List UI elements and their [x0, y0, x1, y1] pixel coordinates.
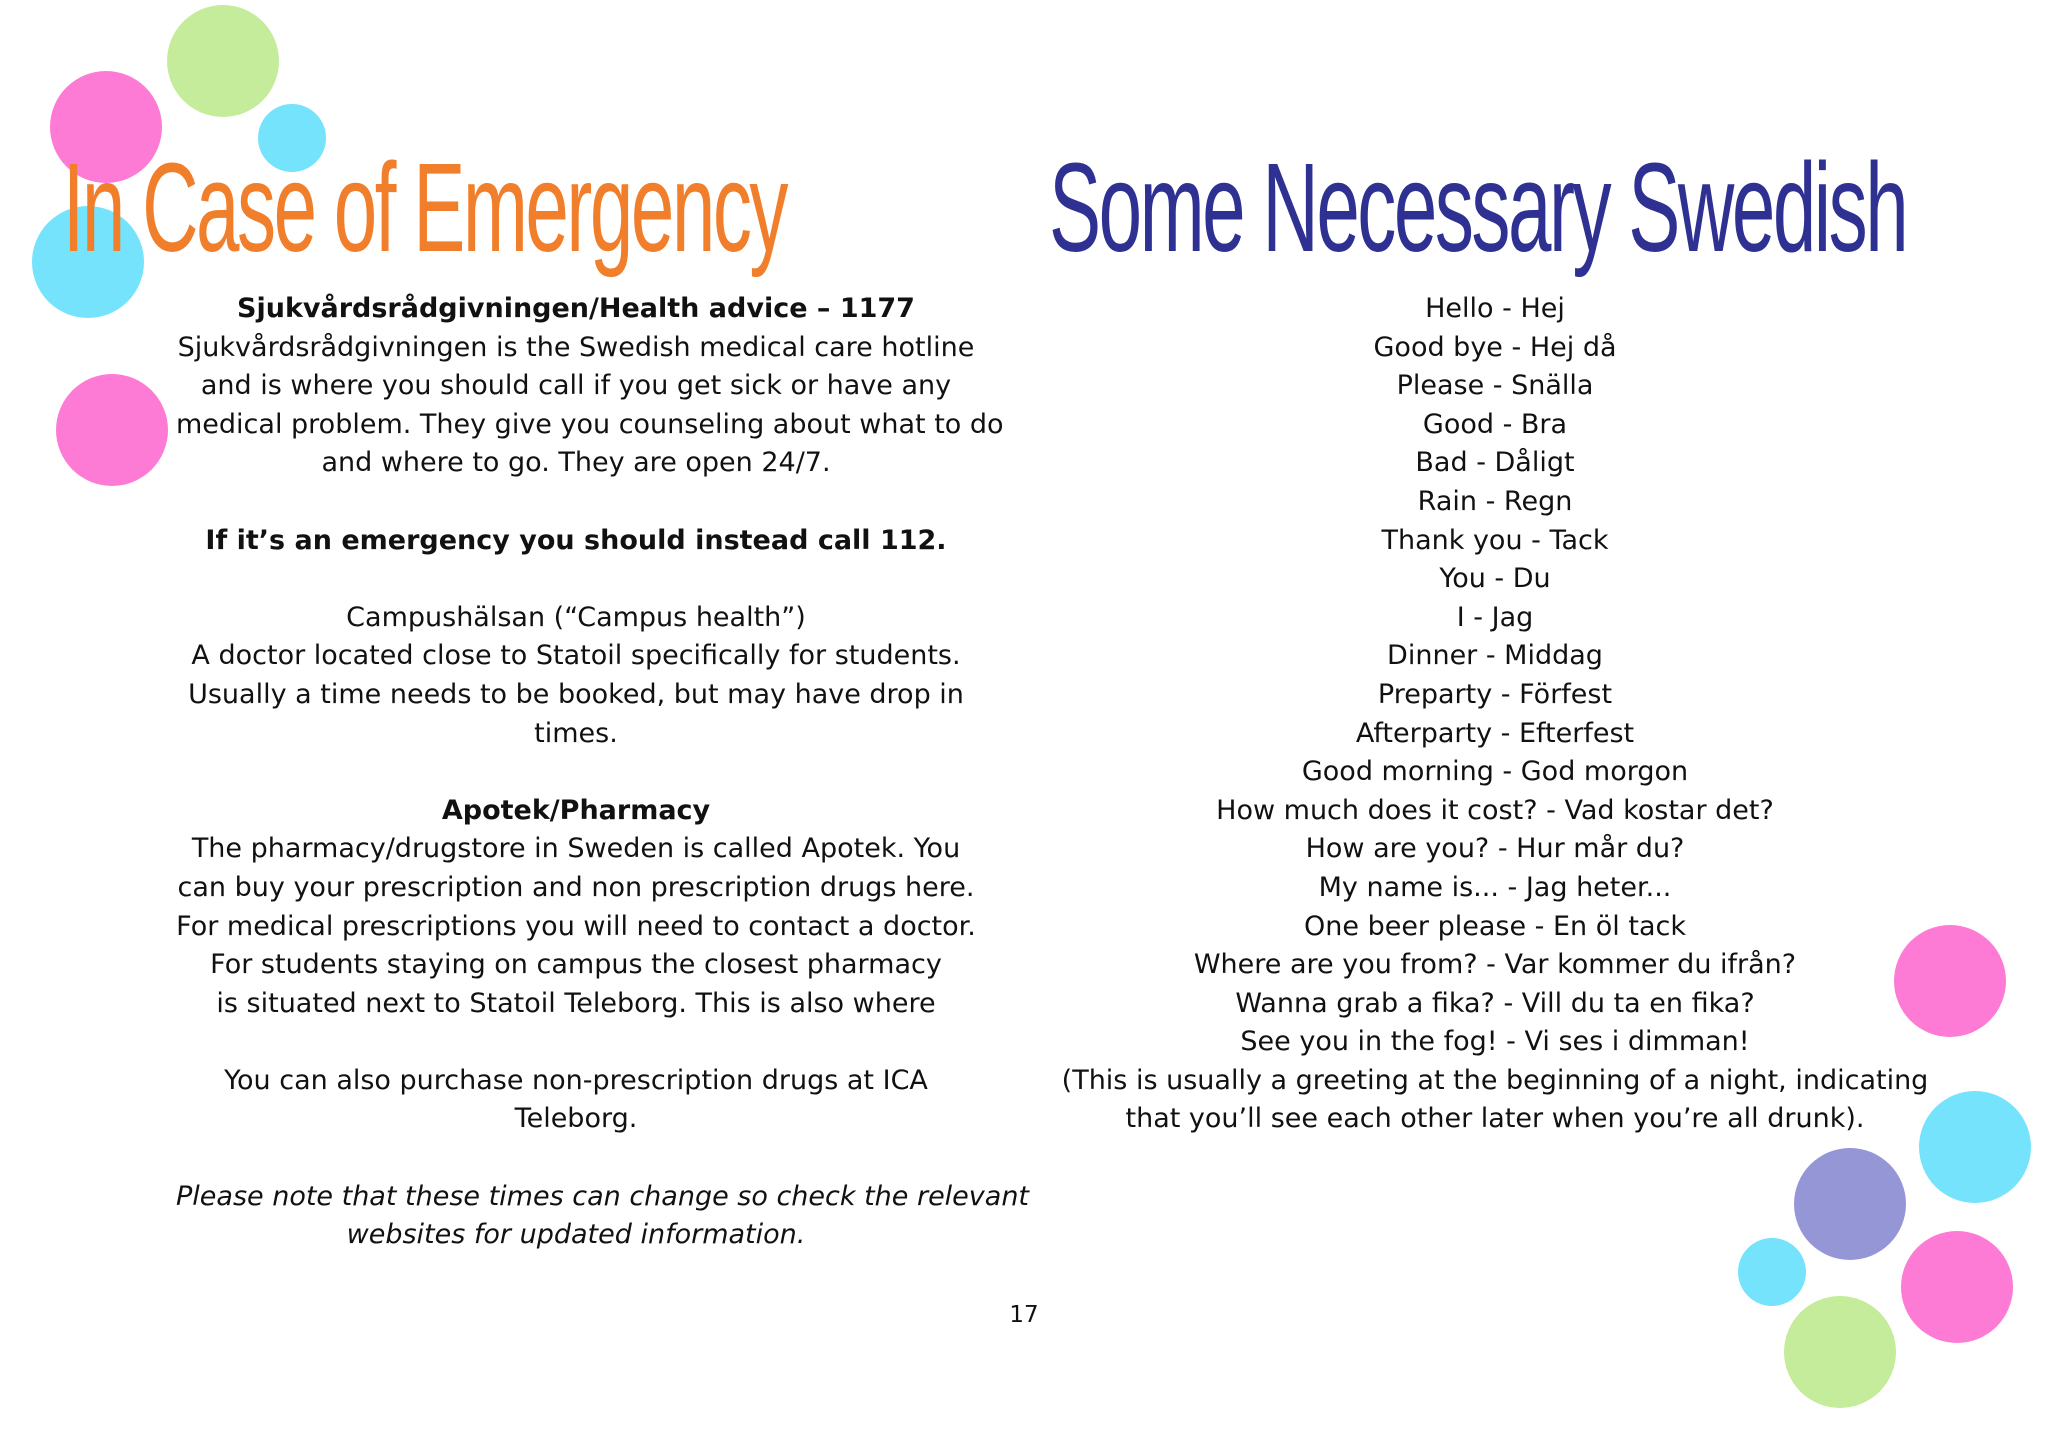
note-line: websites for updated information.	[346, 1219, 806, 1251]
pharmacy-line: For medical prescriptions you will need to contact a doctor.	[176, 910, 976, 942]
phrase-line: See you in the fog! - Vi ses i dimman!	[1240, 1026, 1750, 1058]
emergency-title: In Case of Emergency	[62, 137, 786, 278]
health-advice-line: Sjukvårdsrådgivningen is the Swedish medical care hotline	[177, 331, 975, 363]
phrase-line: Thank you - Tack	[1381, 524, 1609, 556]
phrase-line: Please - Snälla	[1396, 370, 1594, 402]
phrase-line: My name is... - Jag heter...	[1318, 871, 1672, 903]
swedish-phrases-column	[1045, 290, 1945, 1139]
phrase-line: How are you? - Hur mår du?	[1305, 833, 1685, 865]
phrase-line: Dinner - Middag	[1387, 640, 1603, 672]
pharmacy-line: For students staying on campus the closest pharmacy	[210, 949, 942, 981]
phrase-line: Bad - Dåligt	[1415, 447, 1575, 479]
phrase-line: You - Du	[1439, 563, 1551, 595]
campus-health-line: Campushälsan (“Campus health”)	[346, 601, 806, 633]
swedish-title: Some Necessary Swedish	[1049, 137, 1907, 278]
health-advice-heading: Sjukvårdsrådgivningen/Health advice – 1177	[237, 293, 915, 324]
health-advice-line: and where to go. They are open 24/7.	[321, 447, 831, 479]
pharmacy-line: is situated next to Statoil Teleborg. This is also where	[216, 987, 936, 1019]
spacer	[176, 560, 976, 599]
phrase-line: Wanna grab a fika? - Vill du ta en fika?	[1235, 987, 1755, 1019]
campus-health-line: Usually a time needs to be booked, but may have drop in	[188, 678, 964, 710]
phrase-line: Afterparty - Efterfest	[1355, 717, 1635, 749]
pharmacy-heading: Apotek/Pharmacy	[441, 794, 711, 826]
phrase-line: Preparty - Förfest	[1377, 678, 1613, 710]
phrase-line: How much does it cost? - Vad kostar det?	[1216, 794, 1774, 826]
emergency-column	[176, 290, 1030, 1255]
decor-circle-green-top	[167, 5, 279, 117]
campus-health-line: times.	[534, 717, 618, 749]
phrase-line: Good - Bra	[1422, 408, 1568, 440]
decor-circle-green-bottom	[1784, 1296, 1896, 1408]
spacer	[176, 483, 976, 522]
phrase-line: Good morning - God morgon	[1301, 756, 1689, 788]
pharmacy-line: can buy your prescription and non prescription drugs here.	[177, 871, 975, 903]
decor-circle-purple	[1794, 1148, 1906, 1260]
decor-circle-pink-bottom	[1901, 1231, 2013, 1343]
decor-circle-pink-left	[56, 374, 168, 486]
emergency-number-line: If it’s an emergency you should instead call 112.	[205, 524, 947, 556]
phrase-line: Rain - Regn	[1417, 485, 1573, 517]
ica-line: You can also purchase non-prescription drugs at ICA	[224, 1064, 928, 1096]
phrase-line: Where are you from? - Var kommer du ifrån?	[1193, 949, 1797, 981]
ica-line: Teleborg.	[514, 1103, 638, 1135]
phrase-line: Hello - Hej	[1425, 293, 1565, 324]
campus-health-line: A doctor located close to Statoil specifically for students.	[191, 640, 961, 672]
spacer	[176, 1139, 976, 1178]
phrase-line: Good bye - Hej då	[1373, 331, 1617, 363]
spacer	[176, 753, 976, 792]
page-number: 17	[1009, 1302, 1039, 1328]
pharmacy-line: The pharmacy/drugstore in Sweden is called Apotek. You	[191, 833, 961, 865]
decor-circle-cyan-small-bottom	[1738, 1238, 1806, 1306]
phrase-note-line: (This is usually a greeting at the beginning of a night, indicating	[1061, 1064, 1929, 1096]
spacer	[176, 1023, 976, 1062]
phrase-note-line: that you’ll see each other later when you’re all drunk).	[1125, 1103, 1865, 1135]
phrase-line: I - Jag	[1456, 601, 1534, 633]
note-line: Please note that these times can change so check the relevant	[176, 1180, 1030, 1212]
health-advice-line: and is where you should call if you get sick or have any	[200, 370, 952, 402]
phrase-line: One beer please - En öl tack	[1304, 910, 1686, 942]
health-advice-line: medical problem. They give you counseling about what to do	[176, 408, 1004, 440]
